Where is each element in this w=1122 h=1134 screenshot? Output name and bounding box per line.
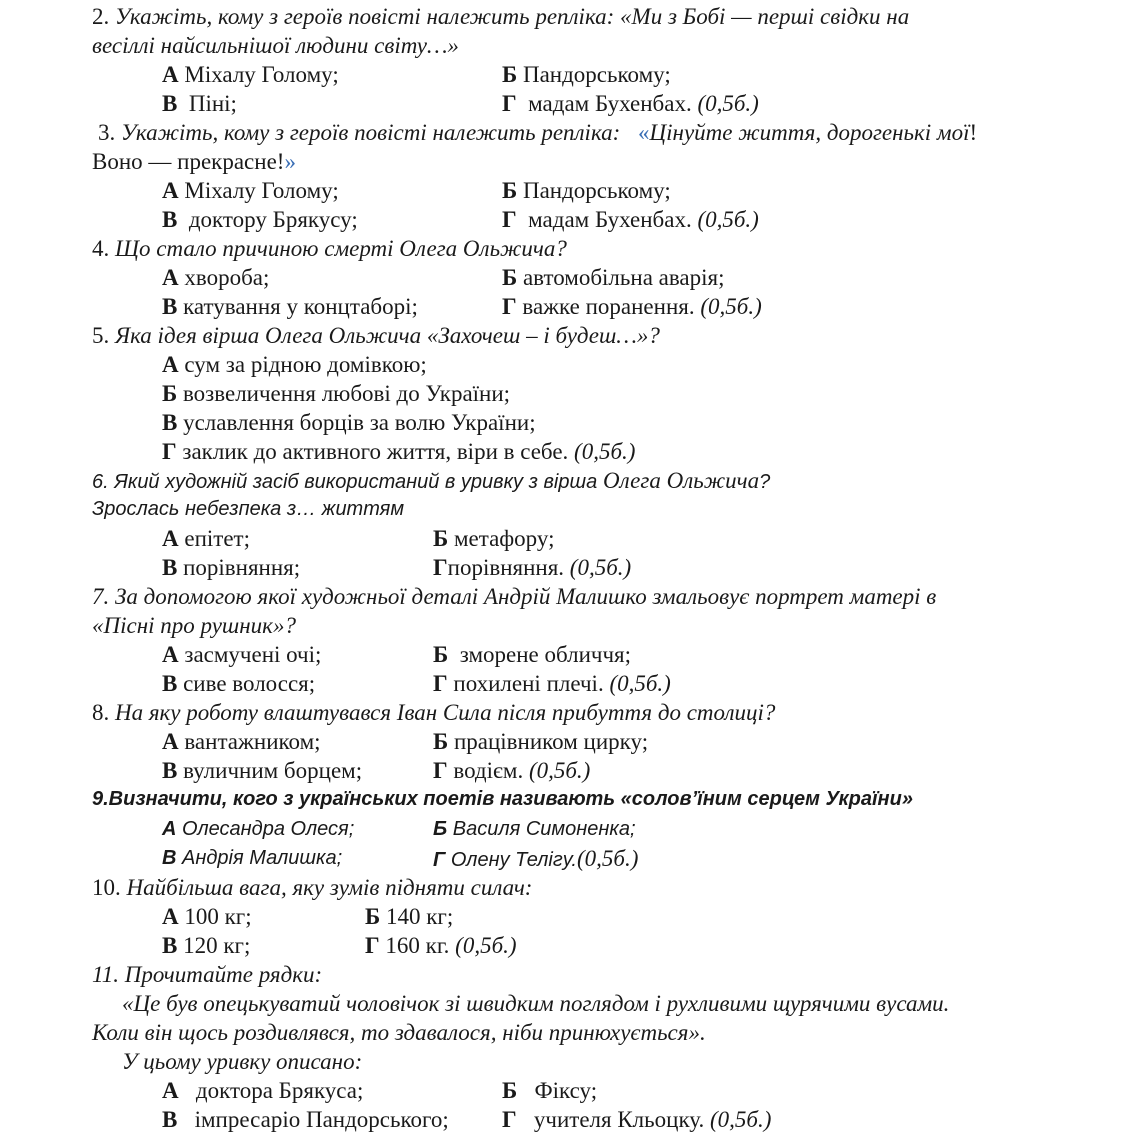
question-7-option-b[interactable]: Б зморене обличчя;	[433, 642, 632, 667]
question-6-author: Олега Ольжича	[602, 468, 760, 493]
question-3-quote-close: »	[284, 149, 296, 174]
question-3-quote-open: «	[638, 120, 650, 145]
question-8-option-g[interactable]: Г водієм. (0,5б.)	[433, 758, 591, 783]
question-11-points: (0,5б.)	[710, 1107, 772, 1132]
question-11-quote-line-2: Коли він щось роздивлявся, то здавалося, ніби принюхується».	[92, 1020, 706, 1045]
question-3-option-a[interactable]: А Міхалу Голому;	[162, 178, 339, 203]
question-8-line	[92, 698, 775, 727]
question-3-line-2: Воно — прекрасне!»	[92, 149, 296, 174]
question-8-option-b[interactable]: Б працівником цирку;	[433, 729, 649, 754]
question-5-option-a[interactable]: А сум за рідною домівкою;	[162, 352, 427, 377]
question-4-text: Що стало причиною смерті Олега Ольжича?	[115, 236, 567, 261]
question-2-option-v[interactable]: В Піні;	[162, 91, 237, 116]
question-3-number: 3.	[98, 120, 116, 145]
question-10-points: (0,5б.)	[455, 933, 517, 958]
question-6-option-v[interactable]: В порівняння;	[162, 555, 301, 580]
question-11-option-v[interactable]: В імпресаріо Пандорського;	[162, 1107, 449, 1132]
question-10-option-a[interactable]: А 100 кг;	[162, 904, 252, 929]
question-8-points: (0,5б.)	[528, 758, 591, 783]
question-9-option-g[interactable]: Г Олену Телігу.(0,5б.)	[433, 846, 639, 871]
question-11-option-g[interactable]: Г учителя Кльоцку. (0,5б.)	[502, 1107, 772, 1132]
question-9-option-a[interactable]: А Олесандра Олеся;	[162, 818, 355, 840]
question-9-line: 9.Визначити, кого з українських поетів називають «солов’їним серцем України»	[92, 788, 913, 810]
question-4-option-b[interactable]: Б автомобільна аварія;	[502, 265, 725, 290]
question-5-text: Яка ідея вірша Олега Ольжича «Захочеш – і будеш…»?	[115, 323, 660, 348]
question-10-number: 10.	[92, 875, 121, 900]
question-4-points: (0,5б.)	[700, 294, 762, 319]
question-8-text: На яку роботу влаштувався Іван Сила після прибуття до столиці?	[115, 700, 776, 725]
question-3-option-v[interactable]: В доктору Брякусу;	[162, 207, 358, 232]
question-3-option-g[interactable]: Г мадам Бухенбах. (0,5б.)	[502, 207, 759, 232]
question-5-option-g[interactable]: Г заклик до активного життя, віри в себе. (0,5б.)	[162, 439, 636, 464]
question-9-option-v[interactable]: В Андрія Малишка;	[162, 847, 343, 869]
question-5-line	[92, 321, 660, 350]
question-9-points: (0,5б.)	[576, 846, 639, 871]
question-7-option-a[interactable]: А засмучені очі;	[162, 642, 322, 667]
question-3-points: (0,5б.)	[697, 207, 759, 232]
question-3-text: Укажіть, кому з героїв повісті належить репліка:	[121, 120, 621, 145]
question-6-line-2: Зрослась небезпека з… життям	[92, 498, 405, 520]
question-3-option-b[interactable]: Б Пандорському;	[502, 178, 671, 203]
question-2-line-1	[92, 2, 909, 31]
question-4-number: 4.	[92, 236, 110, 261]
question-4-option-v[interactable]: В катування у концтаборі;	[162, 294, 418, 319]
question-2-option-g[interactable]: Г мадам Бухенбах. (0,5б.)	[502, 91, 759, 116]
question-7-line-2: «Пісні про рушник»?	[92, 613, 296, 638]
question-7-points: (0,5б.)	[609, 671, 671, 696]
question-6-points: (0,5б.)	[569, 555, 632, 580]
question-7-line-1: 7. За допомогою якої художньої деталі Андрій Малишко змальовує портрет матері в	[92, 584, 937, 609]
question-10-option-g[interactable]: Г 160 кг. (0,5б.)	[365, 933, 517, 958]
question-10-option-b[interactable]: Б 140 кг;	[365, 904, 454, 929]
question-4-option-a[interactable]: А хвороба;	[162, 265, 270, 290]
question-3-quote: Цінуйте життя, дорогенькі мої	[649, 120, 970, 145]
question-6-option-b[interactable]: Б метафору;	[433, 526, 555, 551]
question-11-line: 11. Прочитайте рядки:	[92, 962, 323, 987]
question-6-text: 6. Який художній засіб використаний в уривку з вірша	[92, 471, 598, 493]
question-8-option-a[interactable]: А вантажником;	[162, 729, 321, 754]
question-2-number: 2.	[92, 4, 110, 29]
question-6-line-1: 6. Який художній засіб використаний в уривку з вірша Олега Ольжича?	[92, 468, 771, 493]
question-3-line-1: 3. Укажіть, кому з героїв повісті належить репліка: «Цінуйте життя, дорогенькі мої!	[98, 120, 978, 145]
question-2-text: Укажіть, кому з героїв повісті належить репліка: «Ми з Бобі — перші свідки на	[115, 4, 910, 29]
question-7-option-v[interactable]: В сиве волосся;	[162, 671, 316, 696]
question-10-option-v[interactable]: В 120 кг;	[162, 933, 251, 958]
question-6-option-a[interactable]: А епітет;	[162, 526, 250, 551]
question-2-points: (0,5б.)	[697, 91, 759, 116]
question-5-option-b[interactable]: Б возвеличення любові до України;	[162, 381, 511, 406]
question-4-line	[92, 234, 567, 263]
question-9-option-b[interactable]: Б Василя Симоненка;	[433, 818, 636, 840]
question-7-option-g[interactable]: Г похилені плечі. (0,5б.)	[433, 671, 671, 696]
question-10-line	[92, 873, 532, 902]
question-6-option-g[interactable]: Гпорівняння. (0,5б.)	[433, 555, 632, 580]
question-5-option-v[interactable]: В уславлення борців за волю України;	[162, 410, 536, 435]
question-5-points: (0,5б.)	[574, 439, 636, 464]
question-11-prompt: У цьому уривку описано:	[122, 1049, 363, 1074]
question-8-option-v[interactable]: В вуличним борцем;	[162, 758, 363, 783]
question-2-option-a[interactable]: А Міхалу Голому;	[162, 62, 339, 87]
question-11-option-b[interactable]: Б Фіксу;	[502, 1078, 598, 1103]
question-11-option-a[interactable]: А доктора Брякуса;	[162, 1078, 364, 1103]
question-11-quote-line-1: «Це був опецькуватий чоловічок зі швидким поглядом і рухливими щурячими вусами.	[122, 991, 950, 1016]
question-5-number: 5.	[92, 323, 110, 348]
question-8-number: 8.	[92, 700, 110, 725]
question-4-option-g[interactable]: Г важке поранення. (0,5б.)	[502, 294, 762, 319]
question-2-option-b[interactable]: Б Пандорському;	[502, 62, 671, 87]
question-10-text: Найбільша вага, яку зумів підняти силач:	[126, 875, 533, 900]
question-2-line-2: весіллі найсильнішої людини світу…»	[92, 33, 459, 58]
